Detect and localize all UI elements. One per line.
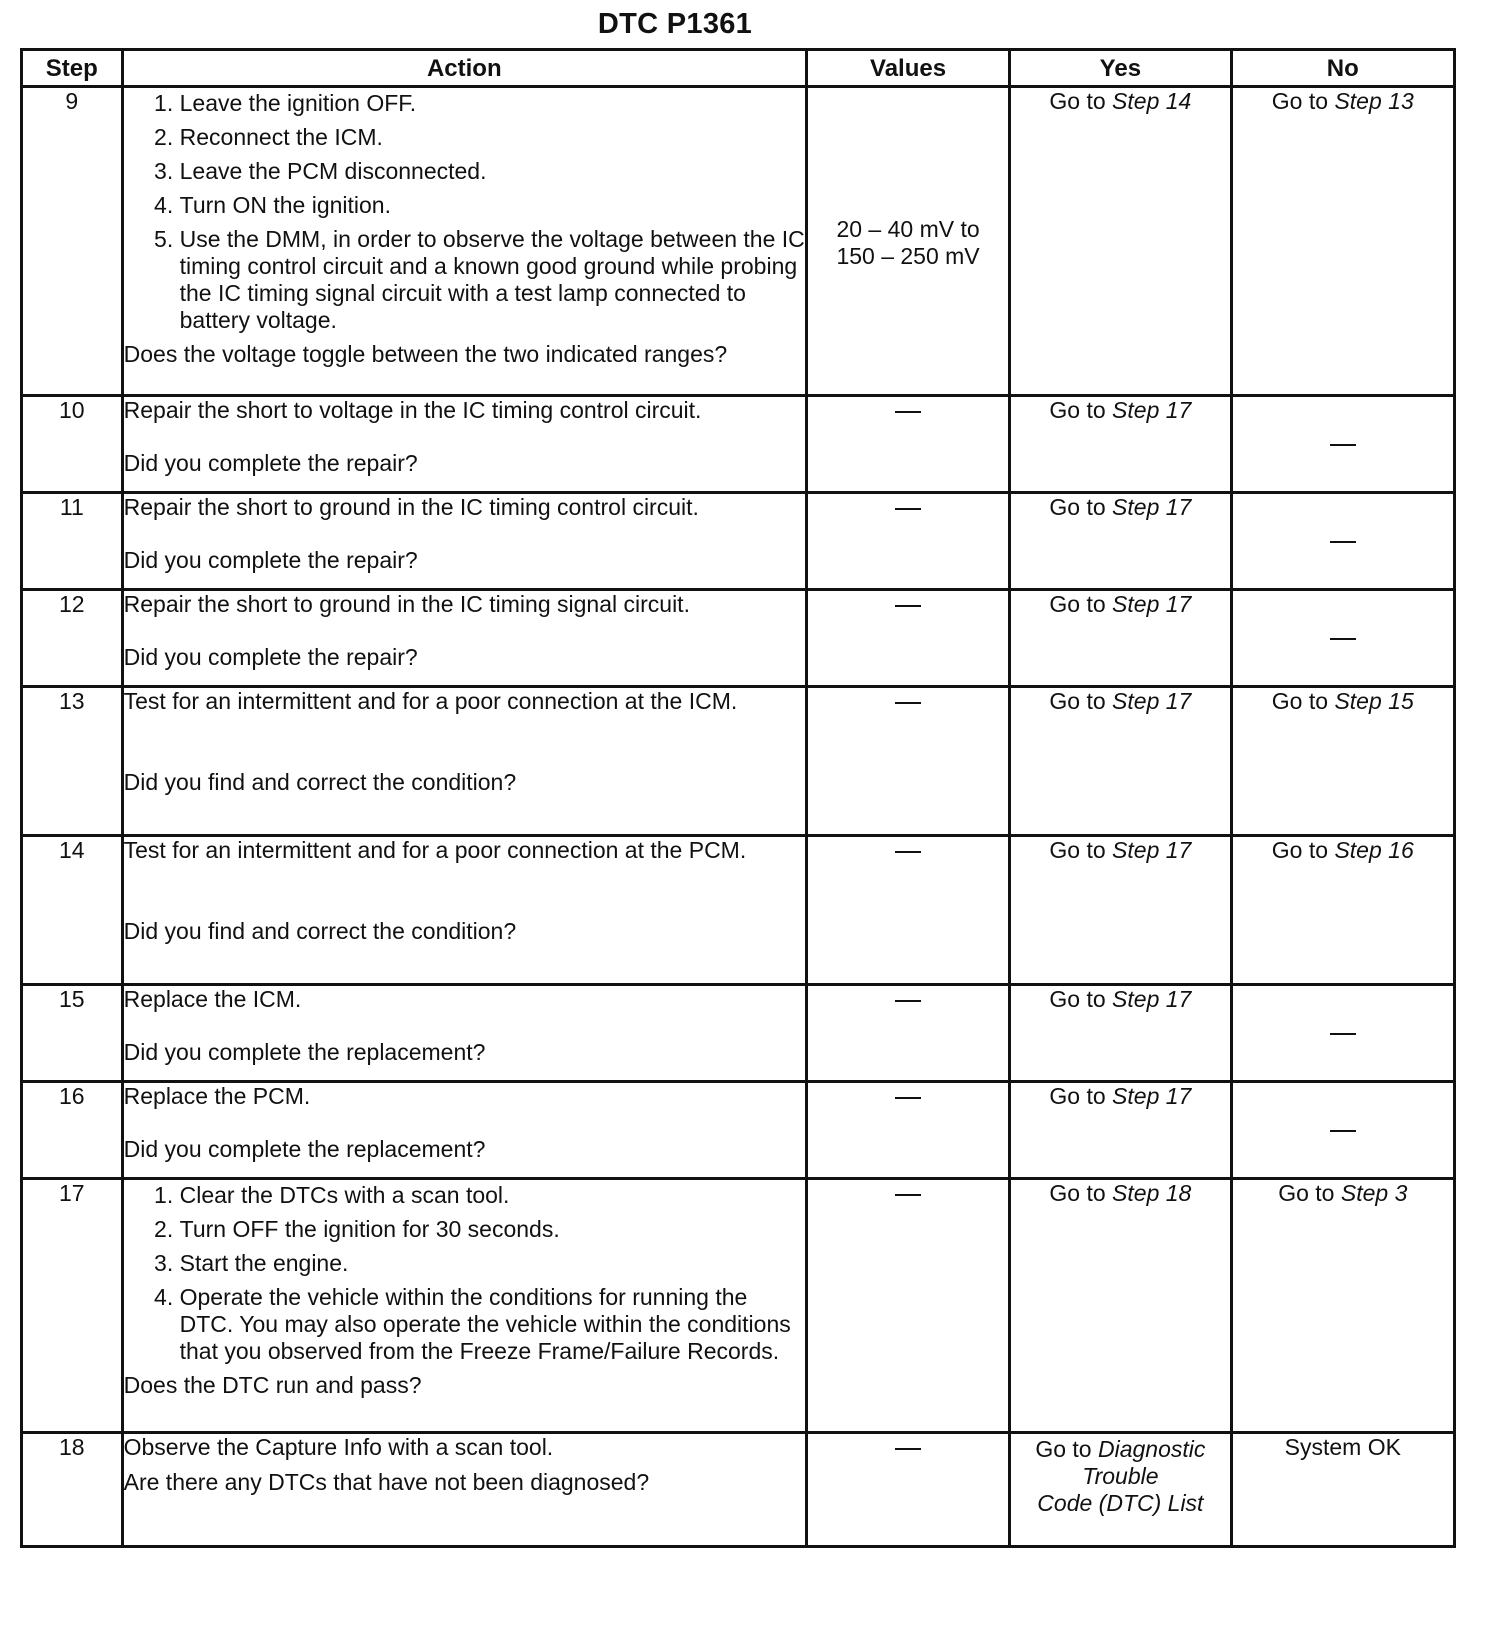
yes-step-ref: Step 14 xyxy=(1112,88,1192,114)
table-row xyxy=(22,87,1455,396)
step-number: 11 xyxy=(22,493,123,590)
dash-mark xyxy=(895,1448,921,1450)
go-to-label: Go to xyxy=(1049,837,1106,863)
header-action: Action xyxy=(122,50,806,87)
action-text: Observe the Capture Info with a scan tool. xyxy=(123,1434,554,1460)
list-item: 4. Turn ON the ignition. xyxy=(180,192,805,219)
no-cell xyxy=(1231,396,1454,493)
step-number: 17 xyxy=(22,1179,123,1433)
values-cell xyxy=(806,985,1009,1082)
table-row xyxy=(22,687,1455,836)
step-number: 18 xyxy=(22,1433,123,1547)
action-text: Repair the short to ground in the IC timing signal circuit. xyxy=(123,591,690,617)
no-cell xyxy=(1231,1179,1454,1433)
yes-cell xyxy=(1010,493,1231,590)
action-cell xyxy=(122,590,806,687)
values-cell xyxy=(806,1179,1009,1433)
action-question: Did you find and correct the condition? xyxy=(123,769,517,795)
no-step-ref: Step 15 xyxy=(1334,688,1414,714)
yes-ref-line: Code (DTC) List xyxy=(1037,1490,1204,1516)
action-cell xyxy=(122,836,806,985)
table-row xyxy=(22,396,1455,493)
list-item: 2. Reconnect the ICM. xyxy=(180,124,805,151)
no-cell xyxy=(1231,687,1454,836)
table-row xyxy=(22,493,1455,590)
no-cell xyxy=(1231,1082,1454,1179)
go-to-label: Go to xyxy=(1049,591,1106,617)
action-cell xyxy=(122,493,806,590)
yes-step-ref: Step 17 xyxy=(1112,837,1192,863)
action-question: Did you complete the repair? xyxy=(123,644,418,670)
yes-ref-line: Diagnostic xyxy=(1098,1436,1206,1462)
dash-mark xyxy=(895,702,921,704)
dash-mark xyxy=(1330,541,1356,543)
dash-mark xyxy=(895,851,921,853)
step-number: 13 xyxy=(22,687,123,836)
step-number: 14 xyxy=(22,836,123,985)
no-cell xyxy=(1231,836,1454,985)
no-cell xyxy=(1231,1433,1454,1547)
action-cell xyxy=(122,687,806,836)
yes-cell xyxy=(1010,1082,1231,1179)
action-cell xyxy=(122,985,806,1082)
yes-step-ref: Step 17 xyxy=(1112,1083,1192,1109)
header-no: No xyxy=(1231,50,1454,87)
go-to-label: Go to xyxy=(1049,88,1106,114)
table-row xyxy=(22,590,1455,687)
list-item: 1. Leave the ignition OFF. xyxy=(180,90,805,117)
table-row xyxy=(22,1433,1455,1547)
no-cell xyxy=(1231,87,1454,396)
action-question: Did you complete the replacement? xyxy=(123,1039,486,1065)
go-to-label: Go to xyxy=(1271,688,1329,714)
go-to-label: Go to xyxy=(1271,88,1329,114)
go-to-label: Go to xyxy=(1278,1180,1335,1206)
yes-cell xyxy=(1010,87,1231,396)
list-item: 3. Leave the PCM disconnected. xyxy=(180,158,805,185)
dash-mark xyxy=(895,1000,921,1002)
values-cell xyxy=(806,687,1009,836)
header-step: Step xyxy=(22,50,123,87)
yes-cell xyxy=(1010,1433,1231,1547)
action-question: Did you find and correct the condition? xyxy=(123,918,517,944)
page-title: DTC P1361 xyxy=(597,8,753,40)
action-text: Repair the short to voltage in the IC timing control circuit. xyxy=(123,397,702,423)
go-to-label: Go to xyxy=(1271,837,1329,863)
action-question: Did you complete the replacement? xyxy=(123,1136,486,1162)
dash-mark xyxy=(895,411,921,413)
action-question: Does the voltage toggle between the two indicated ranges? xyxy=(123,341,728,367)
go-to-label: Go to xyxy=(1035,1436,1092,1462)
dash-mark xyxy=(1330,1033,1356,1035)
header-yes: Yes xyxy=(1010,50,1231,87)
action-list xyxy=(124,90,805,334)
values-cell xyxy=(806,590,1009,687)
table-header-row xyxy=(22,50,1455,87)
yes-ref-line: Trouble xyxy=(1082,1463,1159,1489)
table-row xyxy=(22,836,1455,985)
dash-mark xyxy=(895,605,921,607)
go-to-label: Go to xyxy=(1049,397,1106,423)
no-cell xyxy=(1231,590,1454,687)
action-text: Test for an intermittent and for a poor connection at the ICM. xyxy=(123,688,738,714)
yes-cell xyxy=(1010,687,1231,836)
list-item: 4. Operate the vehicle within the conditions for running the DTC. You may also operate the vehicle within the conditions that you observed from the Freeze Frame/Failure Records. xyxy=(180,1284,805,1365)
action-cell xyxy=(122,87,806,396)
values-cell xyxy=(806,396,1009,493)
yes-step-ref: Step 18 xyxy=(1112,1180,1192,1206)
values-line: 20 – 40 mV to xyxy=(836,216,980,242)
step-number: 12 xyxy=(22,590,123,687)
dtc-table xyxy=(20,48,1456,1548)
action-cell xyxy=(122,1082,806,1179)
yes-step-ref: Step 17 xyxy=(1112,688,1192,714)
action-question: Are there any DTCs that have not been diagnosed? xyxy=(123,1469,650,1495)
action-list xyxy=(124,1182,805,1365)
yes-cell xyxy=(1010,985,1231,1082)
action-text: Repair the short to ground in the IC timing control circuit. xyxy=(123,494,699,520)
yes-step-ref: Step 17 xyxy=(1112,591,1192,617)
values-cell xyxy=(806,87,1009,396)
action-text: Replace the ICM. xyxy=(123,986,302,1012)
action-text: Replace the PCM. xyxy=(123,1083,311,1109)
step-number: 15 xyxy=(22,985,123,1082)
yes-cell xyxy=(1010,836,1231,985)
header-values: Values xyxy=(806,50,1009,87)
dash-mark xyxy=(895,508,921,510)
go-to-label: Go to xyxy=(1049,1083,1106,1109)
action-question: Did you complete the repair? xyxy=(123,547,418,573)
action-cell xyxy=(122,396,806,493)
step-number: 9 xyxy=(22,87,123,396)
yes-step-ref: Step 17 xyxy=(1112,397,1192,423)
values-cell xyxy=(806,1082,1009,1179)
no-step-ref: Step 16 xyxy=(1334,837,1414,863)
no-cell xyxy=(1231,493,1454,590)
yes-step-ref: Step 17 xyxy=(1112,494,1192,520)
values-cell xyxy=(806,493,1009,590)
action-cell xyxy=(122,1433,806,1547)
go-to-label: Go to xyxy=(1049,1180,1106,1206)
table-row xyxy=(22,985,1455,1082)
no-cell xyxy=(1231,985,1454,1082)
table-row xyxy=(22,1082,1455,1179)
action-question: Does the DTC run and pass? xyxy=(123,1372,422,1398)
action-text: Test for an intermittent and for a poor connection at the PCM. xyxy=(123,837,747,863)
dash-mark xyxy=(895,1194,921,1196)
yes-cell xyxy=(1010,396,1231,493)
step-number: 10 xyxy=(22,396,123,493)
dash-mark xyxy=(1330,638,1356,640)
yes-cell xyxy=(1010,590,1231,687)
action-question: Did you complete the repair? xyxy=(123,450,418,476)
list-item: 1. Clear the DTCs with a scan tool. xyxy=(180,1182,805,1209)
values-line: 150 – 250 mV xyxy=(836,243,980,269)
list-item: 5. Use the DMM, in order to observe the voltage between the IC timing control circuit and a known good ground while probing the IC timing signal circuit with a test lamp connected to battery voltage. xyxy=(180,226,805,334)
go-to-label: Go to xyxy=(1049,986,1106,1012)
values-cell xyxy=(806,836,1009,985)
dash-mark xyxy=(1330,1130,1356,1132)
go-to-label: Go to xyxy=(1049,494,1106,520)
list-item: 3. Start the engine. xyxy=(180,1250,805,1277)
table-row xyxy=(22,1179,1455,1433)
system-ok-text: System OK xyxy=(1284,1434,1401,1460)
yes-step-ref: Step 17 xyxy=(1112,986,1192,1012)
no-step-ref: Step 13 xyxy=(1334,88,1414,114)
step-number: 16 xyxy=(22,1082,123,1179)
values-cell xyxy=(806,1433,1009,1547)
yes-cell xyxy=(1010,1179,1231,1433)
list-item: 2. Turn OFF the ignition for 30 seconds. xyxy=(180,1216,805,1243)
action-cell xyxy=(122,1179,806,1433)
no-step-ref: Step 3 xyxy=(1340,1180,1408,1206)
dash-mark xyxy=(895,1097,921,1099)
go-to-label: Go to xyxy=(1049,688,1106,714)
dash-mark xyxy=(1330,444,1356,446)
